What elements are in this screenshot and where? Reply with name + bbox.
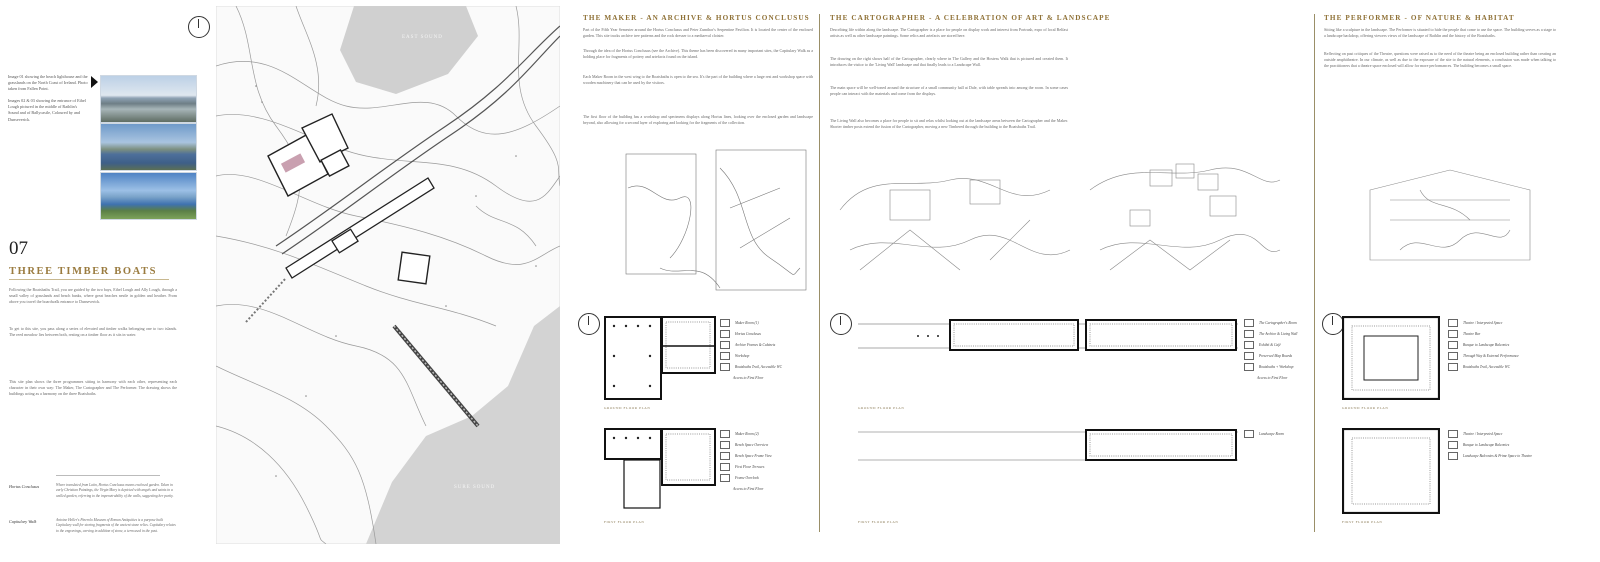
performer-legend-2 [1448,428,1532,461]
legend-item: Boatsbaths Trail, Accessible WC [1448,361,1519,372]
legend-item: Boatsbaths + Workshop [1244,361,1297,372]
cartographer-para-2: The drawing on the right shows half of the Cartographer, clearly where in The Gallery and the Hostess Walk that is pictured and created them. It introduces the visitor to the 'Living Wall' landscape and that finally leads to a Landscape Wall. [830,56,1068,67]
cartographer-plan-caption-2: FIRST FLOOR PLAN [858,520,899,524]
legend-item: Workshop [720,350,782,361]
intro-paragraph-2: To get to this site, you pass along a series of elevated and timber walks belonging one to two islands. The reed meadow lies between both, resting on a timber floor as it sits in water. [9,326,177,337]
cartographer-title: THE CARTOGRAPHER - A CELEBRATION OF ART & LANDSCAPE [830,14,1111,22]
column-divider-1 [819,14,820,532]
performer-para-1: Sitting like a sculpture in the landscape. The Performer is situated to hide the people that come to use the space. The building serves as a stage to a landscape backdrop, offering viewers views of the landscape of Rathlin and the history of the Boatsbaths. [1324,27,1556,38]
cartographer-ground-floor-plan [858,318,1238,352]
gloss-def-2: Antoine Heller's Pinerolo Museum of Roman Antiquities is a purpose built Capitulary wall for storing fragments of the ancient stone relics. Capitulary relates to the engravings, carving in addition of stone, a term used in the past. [56,518,176,533]
maker-legend-2 [720,428,772,494]
maker-plan-caption-1: GROUND FLOOR PLAN [604,406,651,410]
legend-item: The Archive & Living Wall [1244,328,1297,339]
photo-caption-2: Images 02 & 03 showing the entrance of Ethel Lough pictured in the middle of Rathlin's Sound and of Ballycastle, Coloured by and Dunseverick. [8,98,86,122]
performer-plan-caption-1: GROUND FLOOR PLAN [1342,406,1389,410]
maker-sketch [620,148,810,298]
maker-title: THE MAKER - AN ARCHIVE & HORTUS CONCLUSUS [583,14,810,22]
performer-first-floor-plan [1342,428,1440,514]
map-label-bottom: SURE SOUND [454,485,496,490]
performer-para-2: Reflecting on past critiques of the Theatre, questions were raised as to the need of the theatre being an enclosed building rather than creating an outside amphitheatre. In our climate, as well as due to the exposure of the site to the natural elements, a conclusion was made when talking to the practitioners that a theatre space enclosed will allow for more performances. The building becomes a small space. [1324,51,1556,68]
map-label-top: EAST SOUND [402,35,443,40]
gloss-term-1: Hortus Conclusus [9,484,40,489]
cartographer-legend-1 [1244,317,1297,383]
caption-pointer-icon [91,76,98,88]
legend-item: Boatsbaths Trail, Accessible WC [720,361,782,372]
site-plan-map [216,6,560,544]
section-title: THREE TIMBER BOATS [9,266,158,277]
title-underline [9,279,169,280]
column-divider-2 [1314,14,1315,532]
legend-item: Theatre Bar [1448,328,1519,339]
performer-legend-1 [1448,317,1519,372]
cartographer-para-1: Describing life within along the landscape. The Cartographer is a place for people on display work and interest from Portrush, expo of local Belfast artists as well as other landscape paintings. Some relics and artefacts are stored here. [830,27,1068,38]
legend-item: Bench Space Frame View [720,450,772,461]
legend-item: Maker Room (1) [720,317,782,328]
gloss-term-2: Capitulary Walk [9,519,37,524]
performer-building [398,252,430,284]
legend-item: Exhibit & Café [1244,339,1297,350]
legend-item: Bench Space Overview [720,439,772,450]
legend-item: Preserved Map Boards [1244,350,1297,361]
photo-rathlin-sound [100,172,197,220]
legend-item: Access to First Floor [1244,372,1297,383]
glossary-divider [56,475,160,476]
performer-north-arrow-icon [1322,313,1344,335]
legend-item: Landscape Balconies & Prime Space to Theatre [1448,450,1532,461]
cartographer-sketch [830,150,1290,290]
legend-item: Through Way & External Performance [1448,350,1519,361]
legend-item: Archive Frames & Cabinets [720,339,782,350]
intro-paragraph-1: Following the Boatsbaths Trail, you are guided by the two bays, Ethel Lough and Ally Lough, through a small valley of grasslands and beach banks, where great beaches nestle in golden and heather. From above you travel the boardwalk entrance to Dunseverick. [9,287,177,304]
performer-ground-floor-plan [1342,316,1440,400]
maker-legend-1 [720,317,782,383]
maker-ground-floor-plan [604,316,716,400]
legend-item: Hortus Conclusus [720,328,782,339]
cartographer-north-arrow-icon [830,313,852,335]
legend-item: Bunque to Landscape Balconies [1448,339,1519,350]
legend-item: Frame Overlook [720,472,772,483]
maker-para-3: Each Maker Room in the west wing to the Boatsbaths is open to the sea. It's the part of the building where a large rest and workshop space with wooden machinery that can be used by the visitors. [583,74,813,85]
photo-caption-1: Image 01 showing the beach lighthouse and the grasslands on the North Coast of Ireland. Photo taken from Fallen Point. [8,74,88,92]
legend-item: Bunque to Landscape Balconies [1448,439,1532,450]
section-number: 07 [9,238,28,259]
legend-item: Maker Room (2) [720,428,772,439]
legend-item: Theatre / Interpreted Space [1448,428,1532,439]
gloss-def-1: Where translated from Latin, Hortus Conclusus means enclosed garden. Taken in early Christian Paintings, the Virgin Mary is depicted with angels and saints in a walled garden, referring to the impenetrability of the walls, suggesting her purity. [56,483,174,498]
legend-item: Access to First Floor [720,483,772,494]
maker-para-4: The first floor of the building has a workshop and specimens displays along Hortus lines, looking over the enclosed garden and landscape beyond, also allowing for a second layer of exploring and looking for the fragments of the collection. [583,114,813,125]
maker-para-1: Part of the Fifth Year Semester around the Hortus Conclusus and Peter Zumthor's Serpentine Pavilion. It is located the center of the enclosed garden. This site tracks archive tree patterns and the rock dresser to a mediaeval cloister. [583,27,813,38]
maker-north-arrow-icon [578,313,600,335]
maker-plan-caption-2: FIRST FLOOR PLAN [604,520,645,524]
north-arrow-icon [188,16,210,38]
performer-title: THE PERFORMER - OF NATURE & HABITAT [1324,14,1515,22]
cartographer-para-4: The Living Wall also becomes a place for people to sit and relax whilst looking out at the landscape areas between the Cartographer and the Maker. Shorter timber posts extend the fusion of the Cartographer, moving a new Timbered through the building to the Boatsbaths Trail. [830,118,1068,129]
maker-para-2: Through the idea of the Hortus Conclusus (see the Archive). This theme has been discovered in many important sites, the Capitulary Walk as a holding place for fragments of pottery and artefacts found on the island. [583,48,813,59]
legend-item: Landscape Room [1244,428,1284,439]
legend-item: Access to First Floor [720,372,782,383]
maker-first-floor-plan [604,428,716,512]
performer-plan-caption-2: FIRST FLOOR PLAN [1342,520,1383,524]
legend-item: Theatre / Interpreted Space [1448,317,1519,328]
cartographer-para-3: The main space will be well-toned around the structure of a small community hall at Dale, with table spreads into among the room. In some cases people can interact with the materials and come from the displays. [830,85,1068,96]
cartographer-first-floor-plan [858,428,1238,464]
legend-item: The Cartographer's Room [1244,317,1297,328]
performer-sketch [1360,160,1540,280]
photo-lighthouse-coast [100,75,197,123]
cartographer-plan-caption-1: GROUND FLOOR PLAN [858,406,905,410]
intro-paragraph-3: This site plan shows the three programmes sitting in harmony with each other, representing each character in their own way: The Maker, The Cartographer and The Performer. The drawing shows the buildings acting as a harmony on the three Boatsbaths. [9,379,177,396]
photo-lough-entrance [100,123,197,171]
legend-item: First Floor Terraces [720,461,772,472]
cartographer-legend-2 [1244,428,1284,439]
